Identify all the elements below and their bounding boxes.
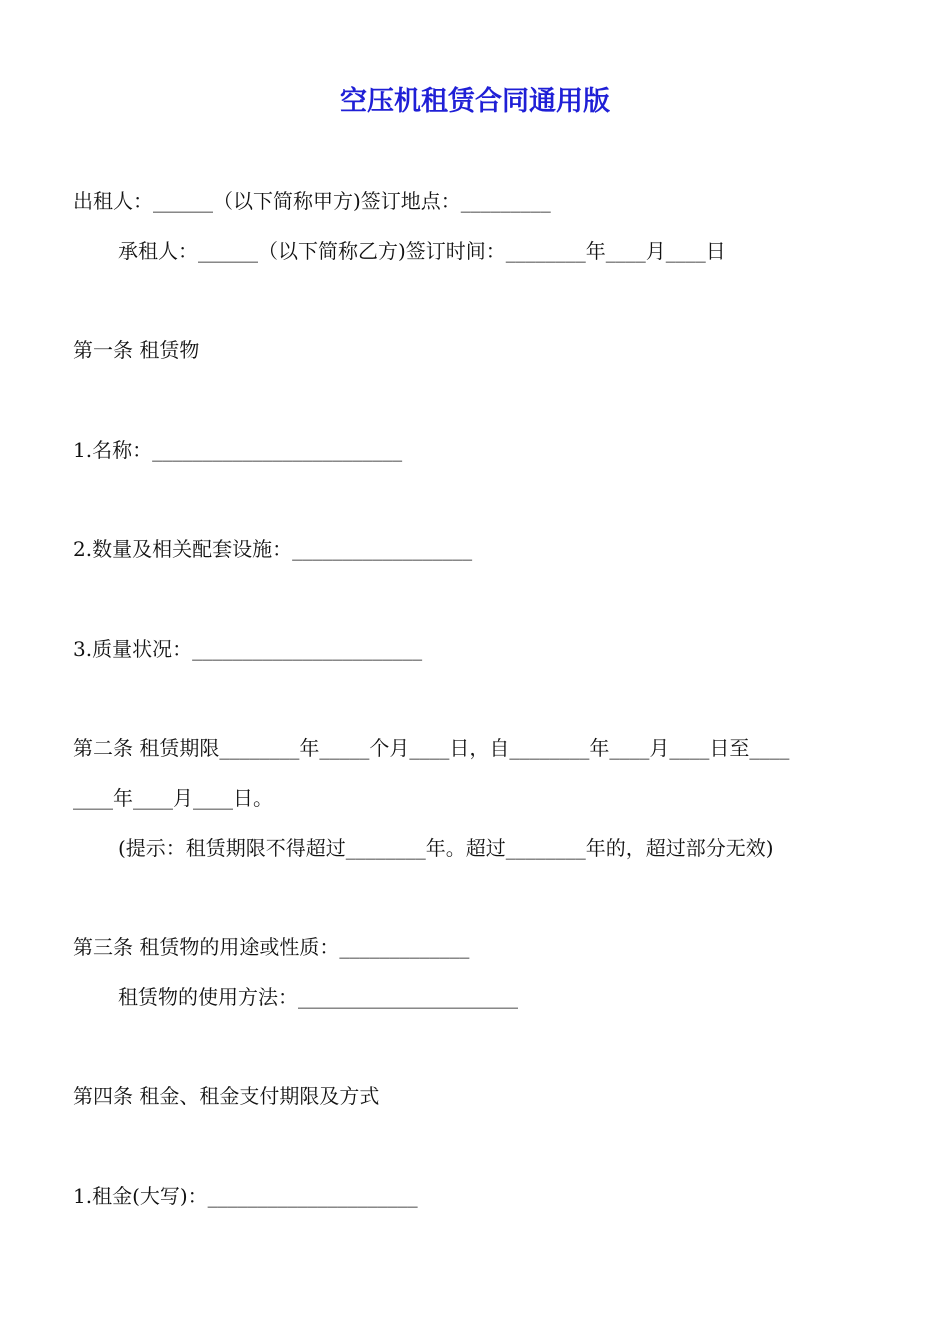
item-quantity-line: 2.数量及相关配套设施：__________________ <box>73 537 473 561</box>
rent-amount-line: 1.租金(大写)：_____________________ <box>73 1184 418 1208</box>
document-title: 空压机租赁合同通用版 <box>340 86 610 117</box>
article-1-heading: 第一条 租赁物 <box>73 338 200 362</box>
article-3-line: 第三条 租赁物的用途或性质：_____________ <box>73 935 470 959</box>
article-2-line-1: 第二条 租赁期限________年_____个月____日，自________年____月____日至____ <box>73 736 790 760</box>
item-quality-line: 3.质量状况：_______________________ <box>73 637 423 661</box>
term-hint-line: (提示：租赁期限不得超过________年。超过________年的，超过部分无效) <box>118 836 774 860</box>
usage-method-line: 租赁物的使用方法：______________________ <box>118 985 518 1009</box>
item-name-line: 1.名称：_________________________ <box>73 438 403 462</box>
lessee-line: 承租人：______（以下简称乙方)签订时间：________年____月____日 <box>118 239 726 263</box>
lessor-line: 出租人：______（以下简称甲方)签订地点：_________ <box>73 189 551 213</box>
article-2-line-2: ____年____月____日。 <box>73 786 273 810</box>
article-4-heading: 第四条 租金、租金支付期限及方式 <box>73 1084 380 1108</box>
